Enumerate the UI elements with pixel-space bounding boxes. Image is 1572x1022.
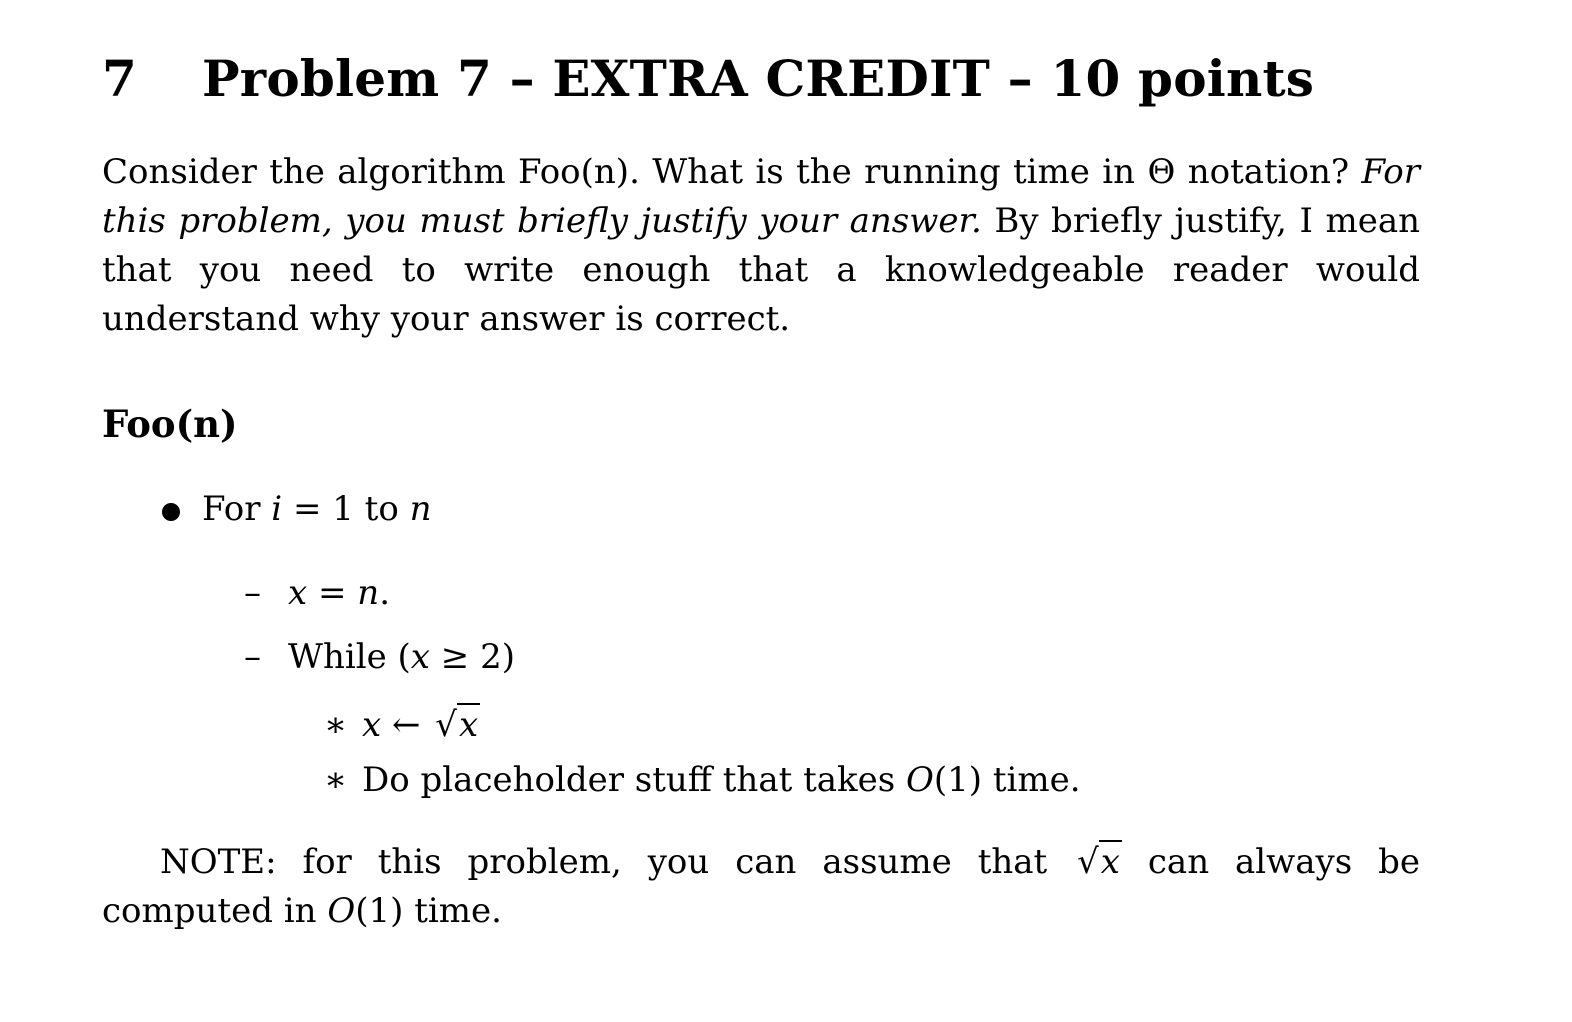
note-text-3: (1) time. — [355, 891, 502, 931]
sqrt-lhs: x — [362, 705, 382, 745]
note-text: NOTE: for this problem, you can assume that — [160, 842, 1074, 882]
dash-icon: – — [244, 637, 261, 677]
problem-statement — [102, 148, 1420, 344]
placeholder-text: Do placeholder stuff that takes — [362, 760, 906, 800]
asterisk-icon: ∗ — [324, 705, 348, 745]
sqrt-expression — [1073, 838, 1122, 887]
assign-lhs: x — [288, 573, 308, 613]
section-title-text: Problem 7 – EXTRA CREDIT – 10 points — [202, 49, 1315, 108]
big-o: O — [905, 760, 934, 800]
sqrt-assign-line — [362, 702, 480, 748]
radicand: x — [1100, 842, 1120, 882]
while-condition: ≥ 2) — [429, 637, 515, 677]
dash-icon: – — [244, 573, 261, 613]
note-paragraph — [102, 838, 1420, 936]
for-range: = 1 to — [282, 489, 410, 529]
big-o: O — [327, 891, 356, 931]
radical-sign: √ — [435, 705, 457, 745]
intro-italic-instruction: For this problem, you must briefly justify your answer. — [102, 152, 1420, 241]
for-loop-line — [202, 486, 432, 532]
radical-sign: √ — [1077, 842, 1099, 882]
placeholder-line — [362, 757, 1081, 803]
asterisk-icon: ∗ — [324, 760, 348, 800]
while-line — [288, 634, 515, 680]
section-number: 7 — [102, 49, 137, 108]
sqrt-expression — [431, 702, 480, 748]
while-keyword: While ( — [288, 637, 411, 677]
algorithm-name: Foo(n) — [102, 402, 238, 446]
assign-rhs: n — [357, 573, 380, 613]
while-var: x — [410, 637, 430, 677]
note-text-2: can always be computed in — [102, 842, 1420, 931]
bullet-icon — [162, 503, 180, 521]
placeholder-time: (1) time. — [933, 760, 1081, 800]
for-keyword: For — [202, 489, 272, 529]
section-heading — [102, 44, 1314, 114]
for-var: i — [271, 489, 283, 529]
intro-justification: By briefly justify, I mean that you need to write enough that a knowledgeable reader would understand why your answer is correct. — [102, 201, 1420, 339]
assign-eq: = — [307, 573, 358, 613]
radicand: x — [458, 705, 479, 745]
assign-end: . — [379, 573, 391, 613]
intro-sentence: Consider the algorithm Foo(n). What is the running time in Θ notation? — [102, 152, 1350, 192]
assign-line — [288, 570, 390, 616]
left-arrow: ← — [381, 705, 432, 745]
for-bound: n — [409, 489, 432, 529]
